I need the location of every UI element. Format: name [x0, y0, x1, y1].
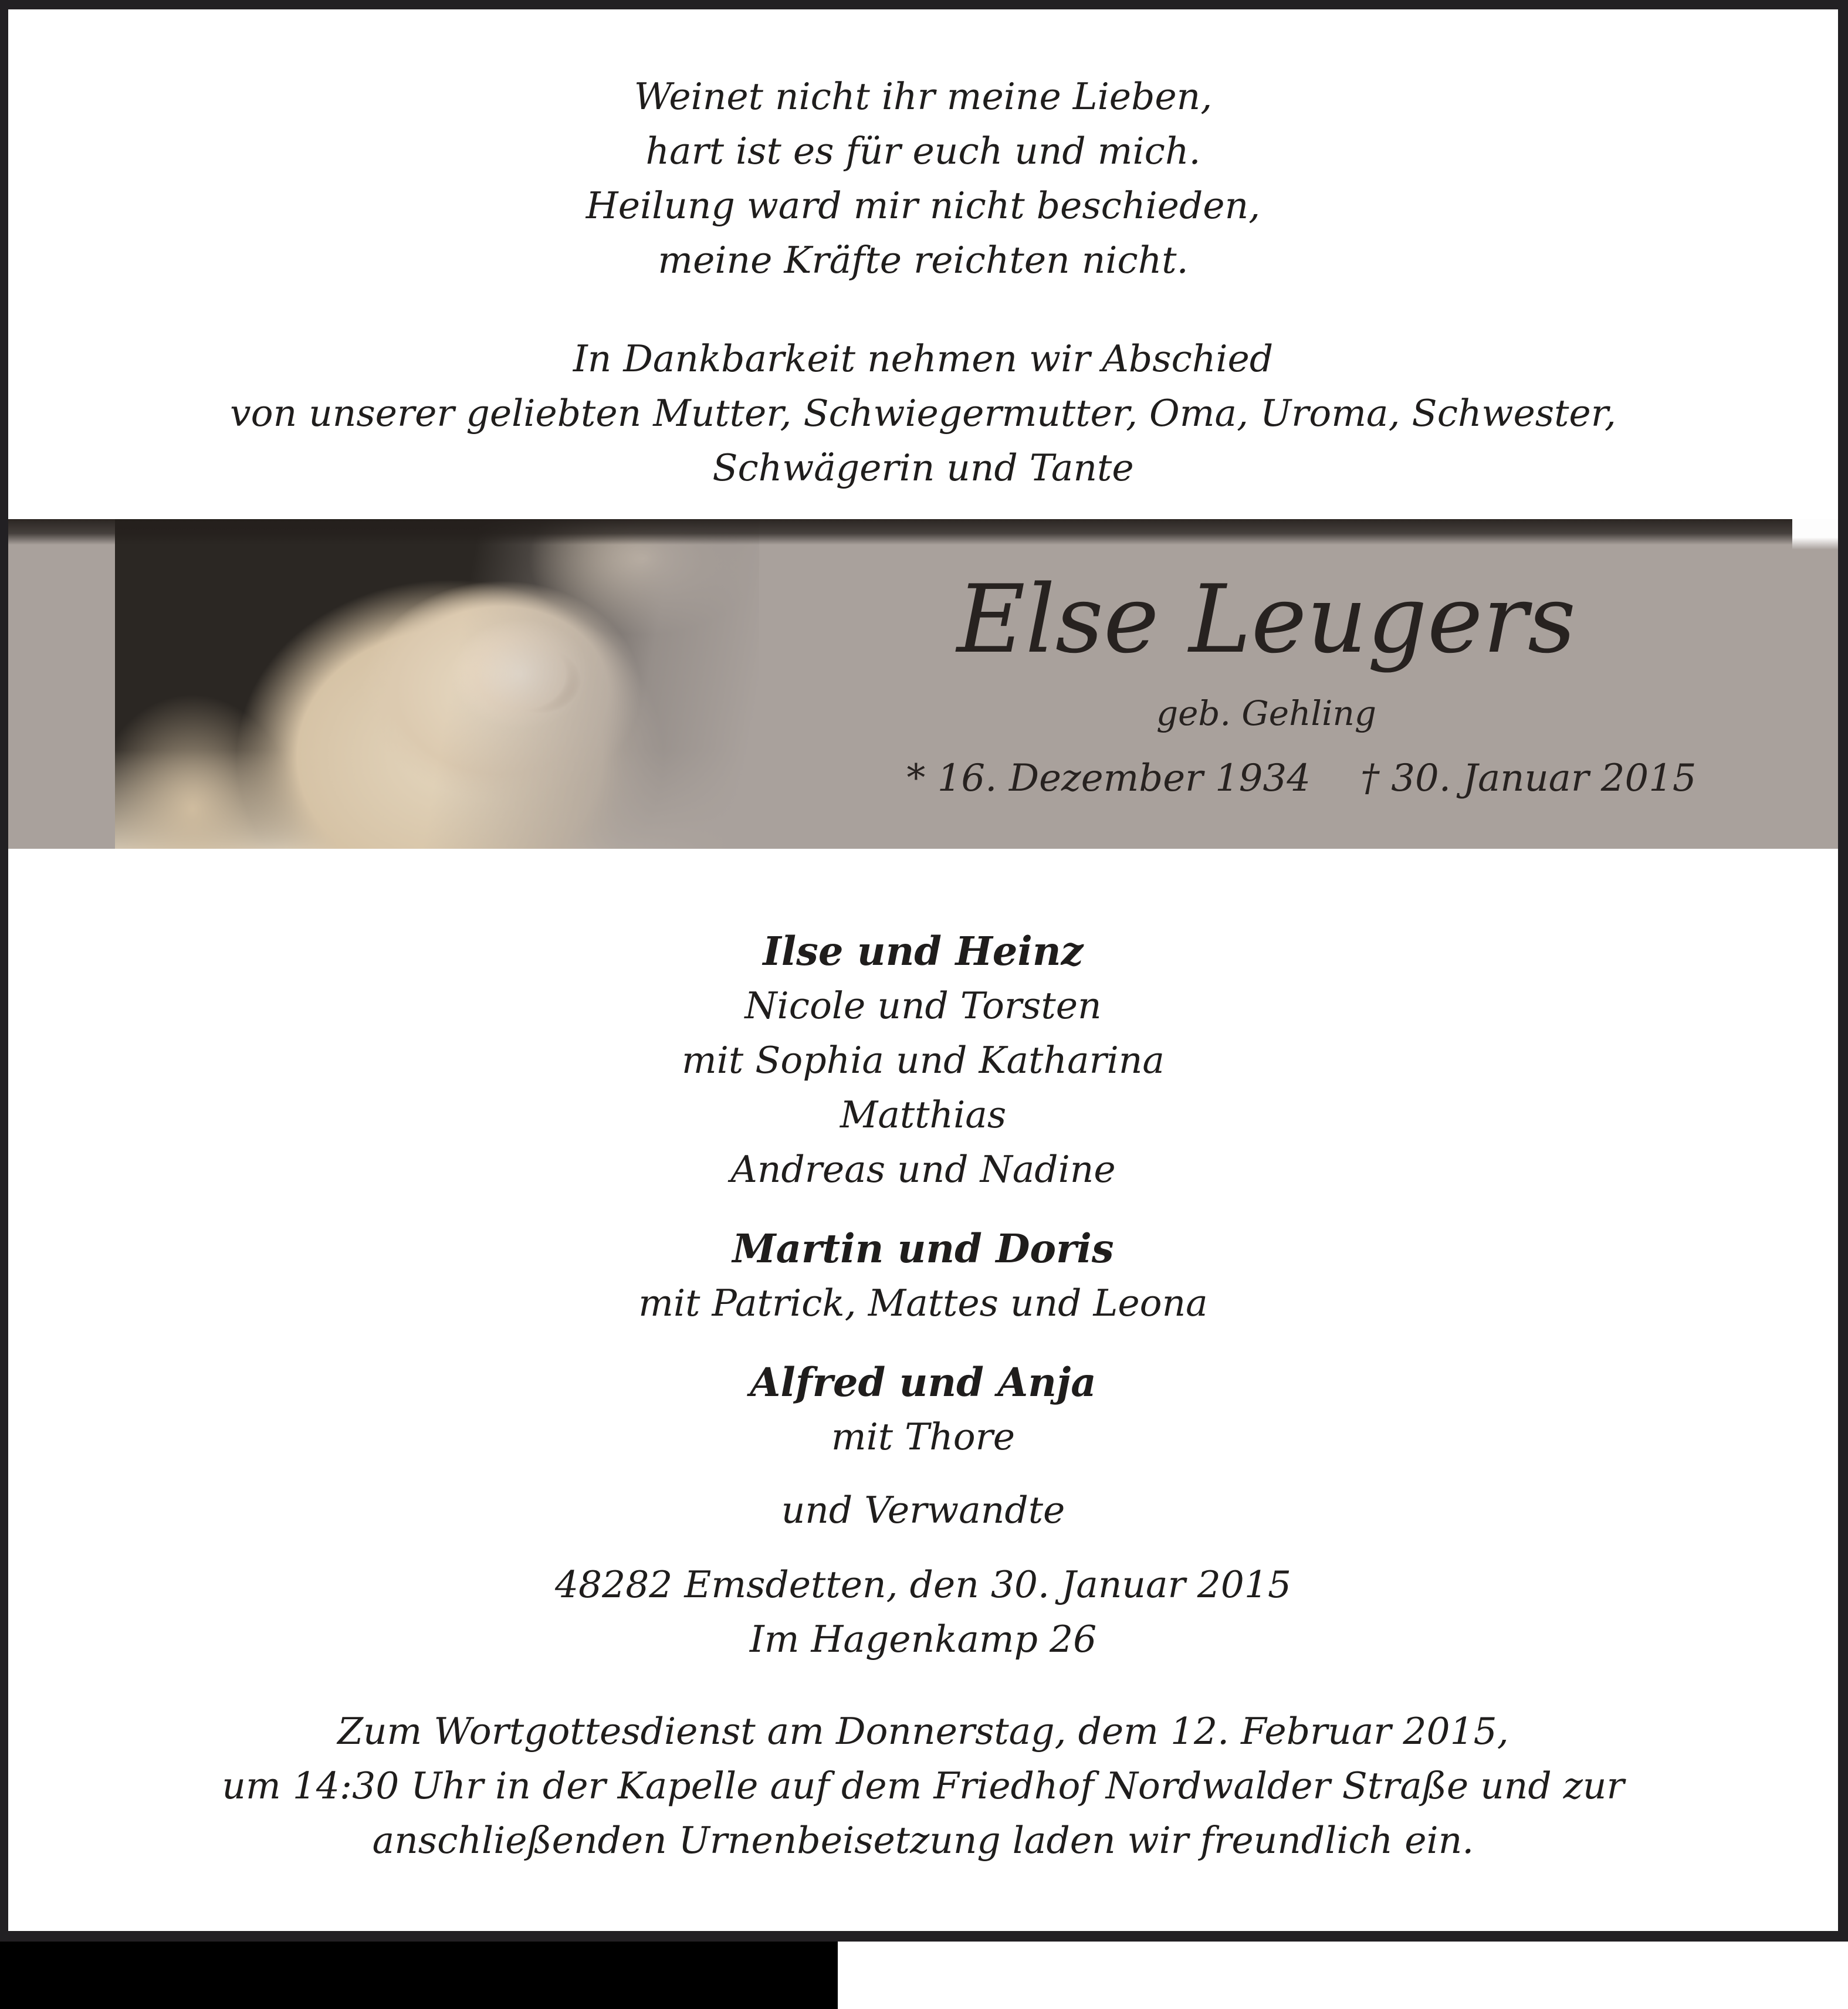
banner-text [695, 519, 1838, 849]
bottom-black-bar [0, 1942, 838, 2009]
birth-date: * 16. Dezember 1934 [906, 757, 1311, 800]
poem-line: Heilung ward mir nicht beschieden, [585, 184, 1261, 227]
poem [8, 69, 1838, 287]
death-date: † 30. Januar 2015 [1360, 757, 1697, 800]
invitation-line: anschließenden Urnenbeisetzung laden wir freundlich ein. [372, 1819, 1474, 1862]
family-member-line: mit Patrick, Mattes und Leona [638, 1282, 1208, 1324]
intro-line: In Dankbarkeit nehmen wir Abschied [573, 337, 1274, 380]
rose-photo [115, 519, 759, 849]
farewell-intro [8, 331, 1838, 495]
intro-line: Schwägerin und Tante [712, 446, 1134, 489]
life-dates [730, 752, 1838, 805]
family-member-line: Andreas und Nadine [730, 1148, 1116, 1191]
family-group-head: Ilse und Heinz [763, 928, 1084, 974]
poem-line: Weinet nicht ihr meine Lieben, [634, 75, 1213, 118]
family-group-head: Martin und Doris [732, 1225, 1114, 1272]
family-member-line: mit Thore [831, 1415, 1016, 1458]
invitation-line: um 14:30 Uhr in der Kapelle auf dem Friedhof Nordwalder Straße und zur [222, 1764, 1624, 1807]
family-member-line: Nicole und Torsten [744, 984, 1102, 1027]
poem-line: hart ist es für euch und mich. [645, 130, 1201, 172]
address-block [8, 1557, 1838, 1666]
deceased-name: Else Leugers [956, 564, 1576, 674]
invitation-block [8, 1704, 1838, 1868]
family-list [8, 924, 1838, 1537]
maiden-name: geb. Gehling [1156, 693, 1377, 733]
family-member-line: Matthias [840, 1093, 1007, 1136]
intro-line: von unserer geliebten Mutter, Schwiegermutter, Oma, Uroma, Schwester, [230, 392, 1616, 435]
poem-line: meine Kräfte reichten nicht. [658, 239, 1189, 282]
address-line: Im Hagenkamp 26 [749, 1618, 1097, 1661]
family-group-head: Alfred und Anja [750, 1359, 1096, 1405]
invitation-line: Zum Wortgottesdienst am Donnerstag, dem 12. Februar 2015, [337, 1710, 1509, 1753]
page-border-right [1838, 0, 1848, 1942]
name-banner [8, 519, 1838, 849]
family-member-line: mit Sophia und Katharina [682, 1039, 1165, 1082]
address-line: 48282 Emsdetten, den 30. Januar 2015 [554, 1563, 1292, 1606]
family-closing-line: und Verwandte [781, 1489, 1065, 1532]
page-border-top [0, 0, 1848, 9]
page-border-left [0, 0, 8, 1942]
page-border-bottom [0, 1931, 1848, 1942]
